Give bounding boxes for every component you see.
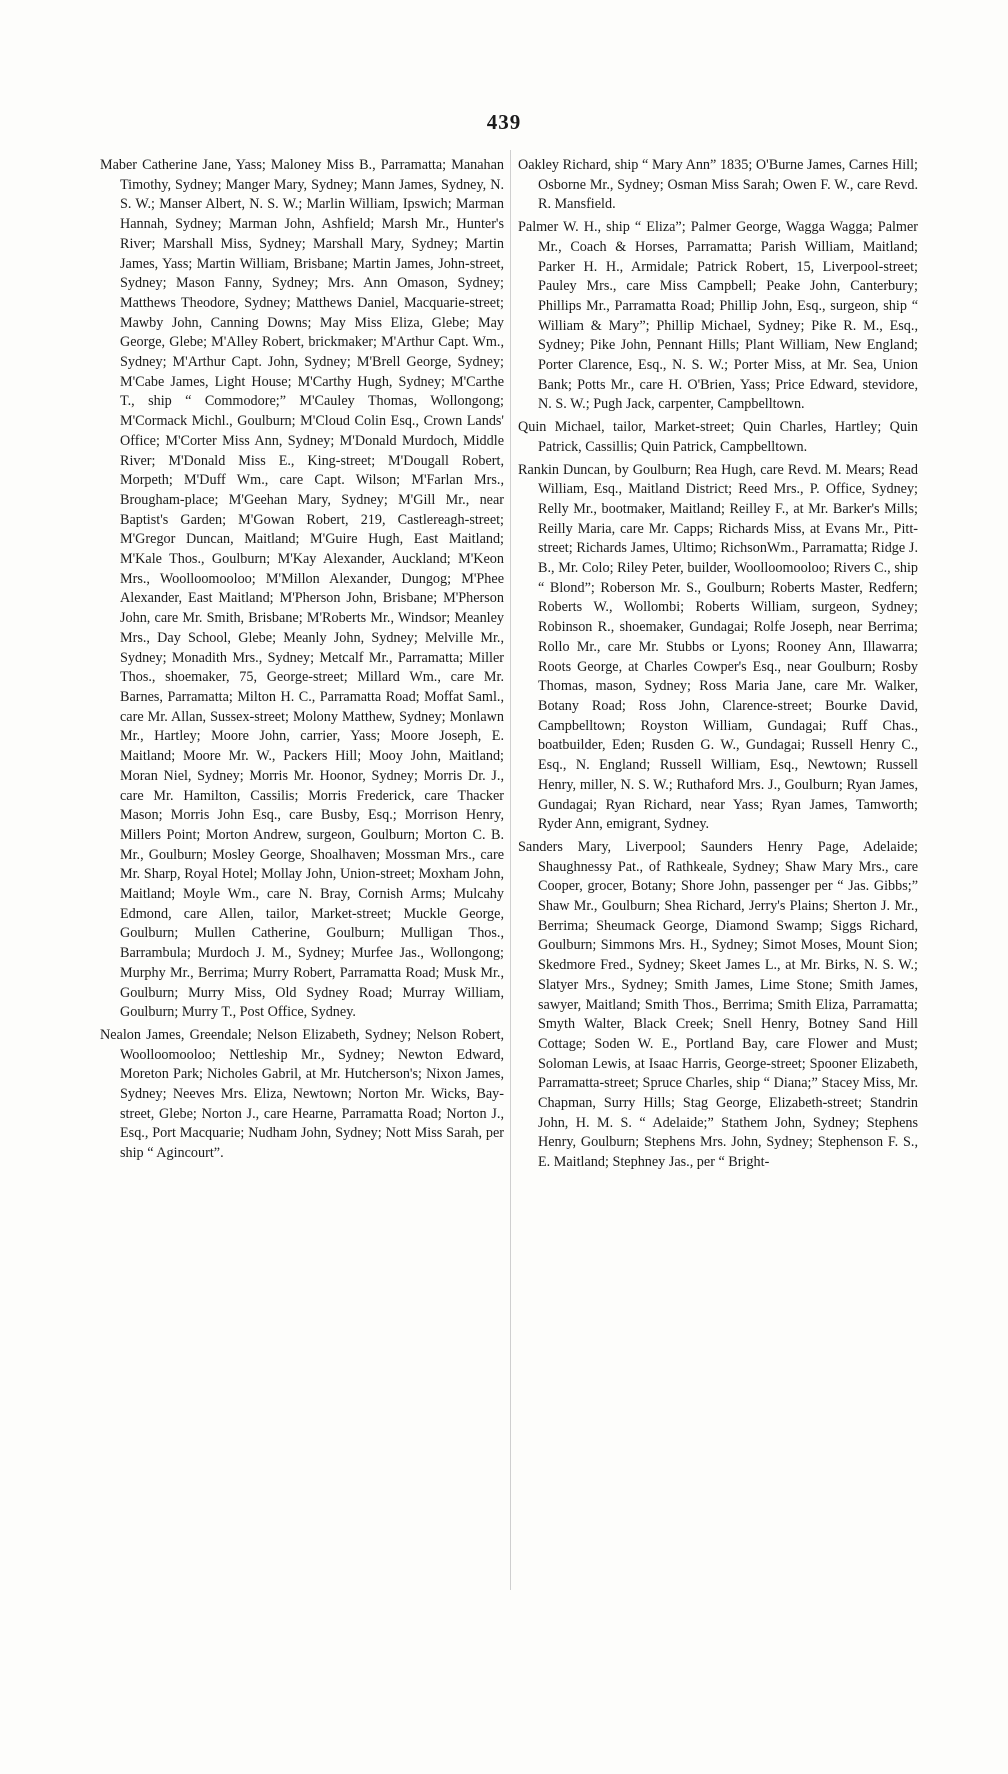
letter-group-m: Maber Catherine Jane, Yass; Maloney Miss B., Parramatta; Manahan Timothy, Sydney; Manger Mary, Sydney; Mann James, Sydney, N. S. W.; Manser Albert, N. S. W.; Marlin William, Ipswich; Marman Hannah, Sydney; Marman John, Ashfield; Marsh Mr., Hunter's River; Marshall Miss, Sydney; Marshall Mary, Sydney; Martin James, Yass; Martin William, Brisbane; Martin James, John-street, Sydney; Mason Fanny, Sydney; Mrs. Ann Omason, Sydney; Matthews Theodore, Sydney; Matthews Daniel, Macquarie-street; Mawby John, Canning Downs; May Miss Eliza, Glebe; May George, Glebe; M'Alley Robert, brickmaker; M'Arthur Capt. Wm., Sydney; M'Arthur Capt. John, Sydney; M'Brell George, Sydney; M'Cabe James, Light House; M'Carthy Hugh, Sydney; M'Carthe T., ship “ Commodore;” M'Cauley Thomas, Wollongong; M'Cormack Michl., Goulburn; M'Cloud Colin Esq., Crown Lands' Office; M'Corter Miss Ann, Sydney; M'Donald Murdoch, Middle River; M'Donald Miss E., King-street; M'Dougall Robert, Morpeth; M'Duff Wm., care Capt. Wilson; M'Farlan Mrs., Brougham-place; M'Geehan Mary, Sydney; M'Gill Mr., near Baptist's Garden; M'Gowan Robert, 219, Castlereagh-street; M'Gregor Duncan, Maitland; M'Guire Hugh, East Maitland; M'Kale Thos., Goulburn; M'Kay Alexander, Auckland; M'Keon Mrs., Woolloomooloo; M'Millon Alexander, Dungog; M'Phee Alexander, East Maitland; M'Pherson John, Brisbane; M'Pherson John, care Mr. Smith, Brisbane; M'Roberts Mr., Windsor; Meanley Mrs., Day School, Glebe; Meanly John, Sydney; Melville Mr., Sydney; Monadith Mrs., Sydney; Metcalf Mr., Parramatta; Miller Thos., shoemaker, 75, George-street; Millard Wm., care Mr. Barnes, Parramatta; Milton H. C., Parramatta Road; Moffat Saml., care Mr. Allan, Sussex-street; Molony Matthew, Sydney; Monlawn Mr., Hartley; Moore John, carrier, Yass; Moore Joseph, E. Maitland; Moore Mr. W., Packers Hill; Mooy John, Maitland; Moran Niel, Sydney; Morris Mr. Hoonor, Sydney; Morris Dr. J., care Mr. Hamilton, Cassilis; Morris Frederick, care Thacker Mason; Morris John Esq., care Busby, Esq.; Morrison Henry, Millers Point; Morton Andrew, surgeon, Goulburn; Morton C. B. Mr., Goulburn; Mosley George, Shoalhaven; Mossman Mrs., care Mr. Sharp, Royal Hotel; Mollay John, Union-street; Moxham John, Maitland; Moyle Wm., care N. Bray, Cornish Arms; Mulcahy Edmond, care Allen, tailor, Market-street; Muckle George, Goulburn; Mullen Catherine, Goulburn; Mulligan Thos., Barrambula; Murdoch J. M., Sydney; Murfee Jas., Wollongong; Murphy Mr., Berrima; Murry Robert, Parramatta Road; Musk Mr., Goulburn; Murry Miss, Old Sydney Road; Murray William, Goulburn; Murry T., Post Office, Sydney. xyxy=(100,157,504,1021)
page-number: 439 xyxy=(486,110,522,134)
left-column xyxy=(100,156,504,1167)
column-divider xyxy=(510,150,511,1590)
letter-group-p: Palmer W. H., ship “ Eliza”; Palmer George, Wagga Wagga; Palmer Mr., Coach & Horses, Parramatta; Parish William, Maitland; Parker H. H., Armidale; Patrick Robert, 15, Liverpool-street; Pauley Mrs., care Miss Campbell; Peake John, Canterbury; Phillips Mr., Parramatta Road; Phillip John, Esq., surgeon, ship “ William & Mary”; Phillip Michael, Sydney; Pike R. M., Esq., Sydney; Pike John, Pennant Hills; Plant William, New England; Porter Clarence, Esq., N. S. W.; Porter Miss, at Mr. Sea, Union Bank; Potts Mr., care H. O'Brien, Yass; Price Edward, stevidore, N. S. W.; Pugh Jack, carpenter, Campbelltown. xyxy=(518,219,918,413)
letter-group-q: Quin Michael, tailor, Market-street; Quin Charles, Hartley; Quin Patrick, Cassillis; Quin Patrick, Campbelltown. xyxy=(518,419,918,455)
letter-group-r: Rankin Duncan, by Goulburn; Rea Hugh, care Revd. M. Mears; Read William, Esq., Maitland District; Reed Mrs., P. Office, Sydney; Relly Mr., bootmaker, Maitland; Reilley F., at Mr. Barker's Mills; Reilly Maria, care Mr. Capps; Richards Miss, at Evans Mr., Pitt-street; Richards James, Ultimo; RichsonWm., Parramatta; Ridge J. B., Mr. Colo; Riley Peter, builder, Woolloomooloo; Rivers C., ship “ Blond”; Roberson Mr. S., Goulburn; Roberts Master, Redfern; Roberts W., Wollombi; Roberts William, surgeon, Sydney; Robinson R., shoemaker, Gundagai; Rolfe Joseph, near Berrima; Rollo Mr., care Mr. Stubbs or Lyons; Rooney Ann, Illawarra; Roots George, at Charles Cowper's Esq., near Goulburn; Rosby Thomas, mason, Sydney; Ross Maria Jane, care Mr. Walker, Botany Road; Ross John, Clarence-street; Bourke David, Campbelltown; Royston William, Gundagai; Ruff Chas., boatbuilder, Eden; Rusden G. W., Gundagai; Russell Henry C., Esq., N. England; Russell William, Esq., Newtown; Russell Henry, miller, N. S. W.; Ruthaford Mrs. J., Goulburn; Ryan James, Gundagai; Ryan Richard, near Yass; Ryan James, Tamworth; Ryder Ann, emigrant, Sydney. xyxy=(518,461,918,833)
letter-group-o: Oakley Richard, ship “ Mary Ann” 1835; O'Burne James, Carnes Hill; Osborne Mr., Sydney; Osman Miss Sarah; Owen F. W., care Revd. R. Mansfield. xyxy=(518,157,918,213)
letter-group-s: Sanders Mary, Liverpool; Saunders Henry Page, Adelaide; Shaughnessy Pat., of Rathkeale, Sydney; Shaw Mary Mrs., care Cooper, grocer, Botany; Shore John, passenger per “ Jas. Gibbs;” Shaw Mr., Goulburn; Shea Richard, Jerry's Plains; Sherton J. Mr., Berrima; Sheumack George, Diamond Swamp; Siggs Richard, Goulburn; Simmons Mrs. H., Sydney; Simot Moses, Mount Sion; Skedmore Fred., Sydney; Skeet James L., at Mr. Birks, N. S. W.; Slatyer Mrs., Sydney; Smith James, Lime Stone; Smith James, sawyer, Maitland; Smith Thos., Berrima; Smith Eliza, Parramatta; Smyth Walter, Black Creek; Snell Henry, Botney Sand Hill Cottage; Soden W. E., Portland Bay, care Flower and Must; Soloman Lewis, at Isaac Harris, George-street; Spooner Elizabeth, Parramatta-street; Spruce Charles, ship “ Diana;” Stacey Miss, Mr. Chapman, Surry Hills; Stag George, Elizabeth-street; Standrin John, H. M. S. “ Adelaide;” Stathem John, Sydney; Stephens Henry, Goulburn; Stephens Mrs. John, Sydney; Stephenson F. S., E. Maitland; Stephney Jas., per “ Bright- xyxy=(518,838,918,1171)
right-column xyxy=(518,156,918,1176)
letter-group-n: Nealon James, Greendale; Nelson Elizabeth, Sydney; Nelson Robert, Woolloomooloo; Nettleship Mr., Sydney; Newton Edward, Moreton Park; Nicholes Gabril, at Mr. Hutcherson's; Nixon James, Sydney; Neeves Mrs. Eliza, Newtown; Norton Mr. Wicks, Bay-street, Glebe; Norton J., care Hearne, Parramatta Road; Norton J., Esq., Port Macquarie; Nudham John, Sydney; Nott Miss Sarah, per ship “ Agincourt”. xyxy=(100,1026,504,1162)
